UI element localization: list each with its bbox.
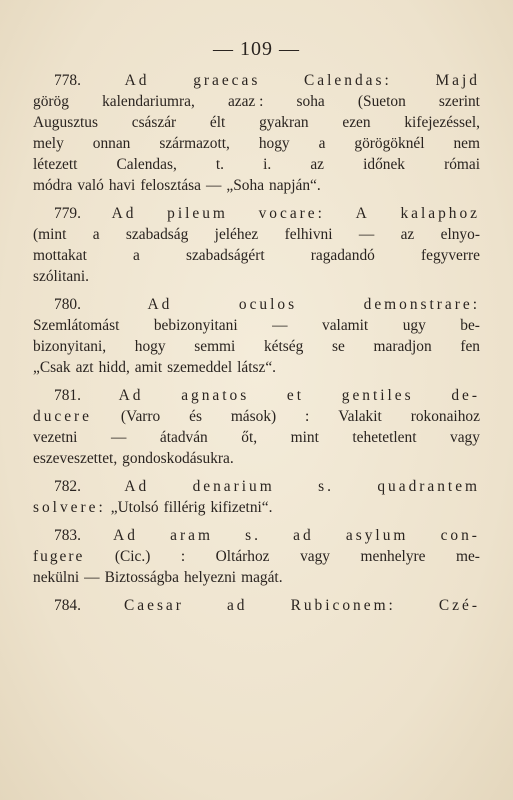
text-line (33, 546, 480, 567)
entry-782 (33, 476, 480, 518)
word: et (286, 387, 305, 404)
word: Ad (113, 527, 138, 544)
word: Oltárhoz (215, 548, 270, 565)
word: agnatos (181, 387, 250, 404)
word: bebizonyitani (153, 317, 238, 334)
word: Calendas, (116, 156, 177, 173)
entry-778 (33, 70, 480, 196)
text-line (33, 476, 480, 497)
word: magát. (241, 569, 283, 586)
entry-780 (33, 294, 480, 378)
word: a (133, 247, 140, 264)
word: őt, (241, 429, 258, 446)
word: vagy (300, 548, 330, 565)
word: havi (108, 177, 136, 194)
text-line (33, 133, 480, 154)
word: onnan (92, 135, 131, 152)
word: Valakit (338, 408, 382, 425)
word: denarium (192, 478, 275, 495)
word: Rubiconem: (290, 597, 396, 614)
entry-781 (33, 385, 480, 469)
word: „Utolsó (110, 499, 159, 516)
word: fugere (33, 548, 85, 565)
word: helyezni (183, 569, 237, 586)
text-line (33, 336, 480, 357)
word: császár (131, 114, 177, 131)
text-line (33, 595, 480, 616)
word: (Cic.) (114, 548, 151, 565)
word: szabadság (125, 226, 189, 243)
text-line (33, 294, 480, 315)
word: 781. (54, 387, 81, 404)
word: átadván (159, 429, 208, 446)
word: — (84, 569, 100, 586)
word: — (272, 317, 288, 334)
page-number: — 109 — (213, 38, 300, 60)
word: ad (226, 597, 248, 614)
text-line (33, 112, 480, 133)
word: 779. (54, 205, 81, 222)
text-line (33, 203, 480, 224)
text-line (33, 175, 480, 196)
text-line (33, 224, 480, 245)
word: görögöknél (354, 135, 425, 152)
word: (mint (33, 226, 67, 243)
entry-784 (33, 595, 480, 616)
text-line (33, 154, 480, 175)
word: ducere (33, 408, 93, 425)
word: mások) (230, 408, 277, 425)
word: élt (209, 114, 226, 131)
word: semmi (194, 338, 236, 355)
word: az (310, 156, 324, 173)
word: nem (453, 135, 480, 152)
word: fegyverre (421, 247, 480, 264)
word: aram (170, 527, 213, 544)
word: látsz“. (237, 359, 276, 376)
word: vagy (450, 429, 480, 446)
word: módra (33, 177, 73, 194)
word: fen (460, 338, 480, 355)
word: me- (456, 548, 480, 565)
word: eszeveszettet, (33, 450, 118, 467)
word: vezetni (33, 429, 78, 446)
text-line (33, 448, 480, 469)
word: — (206, 177, 222, 194)
word: kalaphoz (400, 205, 480, 222)
word: — (358, 226, 375, 243)
word: Czé- (438, 597, 480, 614)
word: 780. (54, 296, 81, 313)
word: hidd, (98, 359, 130, 376)
word: — (110, 429, 127, 446)
word: az (400, 226, 415, 243)
word: amit (134, 359, 163, 376)
word: felosztása (140, 177, 202, 194)
word: tehetetlent (352, 429, 417, 446)
word: quadrantem (377, 478, 480, 495)
word: szemeddel (167, 359, 233, 376)
word: ezen (342, 114, 371, 131)
text-line (33, 385, 480, 406)
word: szólitani. (33, 268, 89, 285)
word: menhelyre (360, 548, 426, 565)
word: gondoskodásukra. (122, 450, 234, 467)
word: A (355, 205, 370, 222)
word: ragadandó (310, 247, 375, 264)
word: demonstrare: (363, 296, 480, 313)
text-line (33, 315, 480, 336)
word: (Varro (120, 408, 161, 425)
word: solvere: (33, 499, 106, 516)
word: Augusztus (33, 114, 98, 131)
word: de- (451, 387, 480, 404)
word: soha (296, 93, 325, 110)
word: elnyo- (440, 226, 480, 243)
word: (Sueton (357, 93, 406, 110)
entry-783 (33, 525, 480, 588)
word: gentiles (341, 387, 414, 404)
word: kétség (263, 338, 304, 355)
word: Biztosságba (104, 569, 179, 586)
word: azt (75, 359, 94, 376)
word: időnek (363, 156, 405, 173)
text-line (33, 406, 480, 427)
word: „Soha (226, 177, 265, 194)
word: létezett (33, 156, 78, 173)
word: szabadságért (185, 247, 265, 264)
word: Ad (147, 296, 173, 313)
word: se (332, 338, 345, 355)
word: ugy (402, 317, 426, 334)
word: kifejezéssel, (404, 114, 480, 131)
word: mint (290, 429, 319, 446)
text-line (33, 357, 480, 378)
word: 782. (54, 478, 81, 495)
word: Ad (111, 205, 137, 222)
word: i. (263, 156, 272, 173)
word: pileum (167, 205, 228, 222)
word: Majd (435, 72, 480, 89)
word: görög (33, 93, 69, 110)
text-line (33, 245, 480, 266)
word: s. (318, 478, 334, 495)
word: Calendas: (304, 72, 392, 89)
word: nekülni (33, 569, 80, 586)
word: Caesar (124, 597, 184, 614)
word: Ad (124, 72, 150, 89)
word: 783. (54, 527, 81, 544)
text-line (33, 525, 480, 546)
word: szerint (438, 93, 480, 110)
word: ad (293, 527, 314, 544)
word: be- (460, 317, 480, 334)
word: graecas (193, 72, 261, 89)
text-line (33, 91, 480, 112)
word: Ad (118, 387, 144, 404)
word: azaz : (227, 93, 264, 110)
word: oculos (238, 296, 298, 313)
word: származott, (159, 135, 230, 152)
word: mely (33, 135, 64, 152)
word: Szemlátomást (33, 317, 120, 334)
text-line (33, 70, 480, 91)
word: s. (245, 527, 261, 544)
text-line (33, 567, 480, 588)
word: napján“. (269, 177, 321, 194)
word: rokonaihoz (410, 408, 480, 425)
word: maradjon (373, 338, 432, 355)
word: 778. (54, 72, 81, 89)
word: és (189, 408, 202, 425)
word: kifizetni“. (210, 499, 273, 516)
word: való (77, 177, 104, 194)
word: t. (215, 156, 225, 173)
word: „Csak (33, 359, 71, 376)
page-text (33, 70, 480, 623)
word: mottakat (33, 247, 87, 264)
word: a (92, 226, 100, 243)
word: : (180, 548, 186, 565)
word: con- (440, 527, 480, 544)
word: jeléhez (214, 226, 259, 243)
word: bizonyitani, (33, 338, 107, 355)
word: Ad (124, 478, 150, 495)
word: felhivni (284, 226, 333, 243)
word: 784. (54, 597, 81, 614)
word: a (318, 135, 326, 152)
word: hogy (134, 338, 166, 355)
word: fillérig (163, 499, 206, 516)
text-line (33, 427, 480, 448)
word: római (444, 156, 480, 173)
word: valamit (322, 317, 369, 334)
text-line (33, 497, 480, 518)
word: vocare: (258, 205, 325, 222)
word: : (305, 408, 310, 425)
word: gyakran (259, 114, 309, 131)
word: kalendariumra, (102, 93, 195, 110)
word: hogy (258, 135, 290, 152)
word: asylum (345, 527, 409, 544)
text-line (33, 266, 480, 287)
entry-779 (33, 203, 480, 287)
